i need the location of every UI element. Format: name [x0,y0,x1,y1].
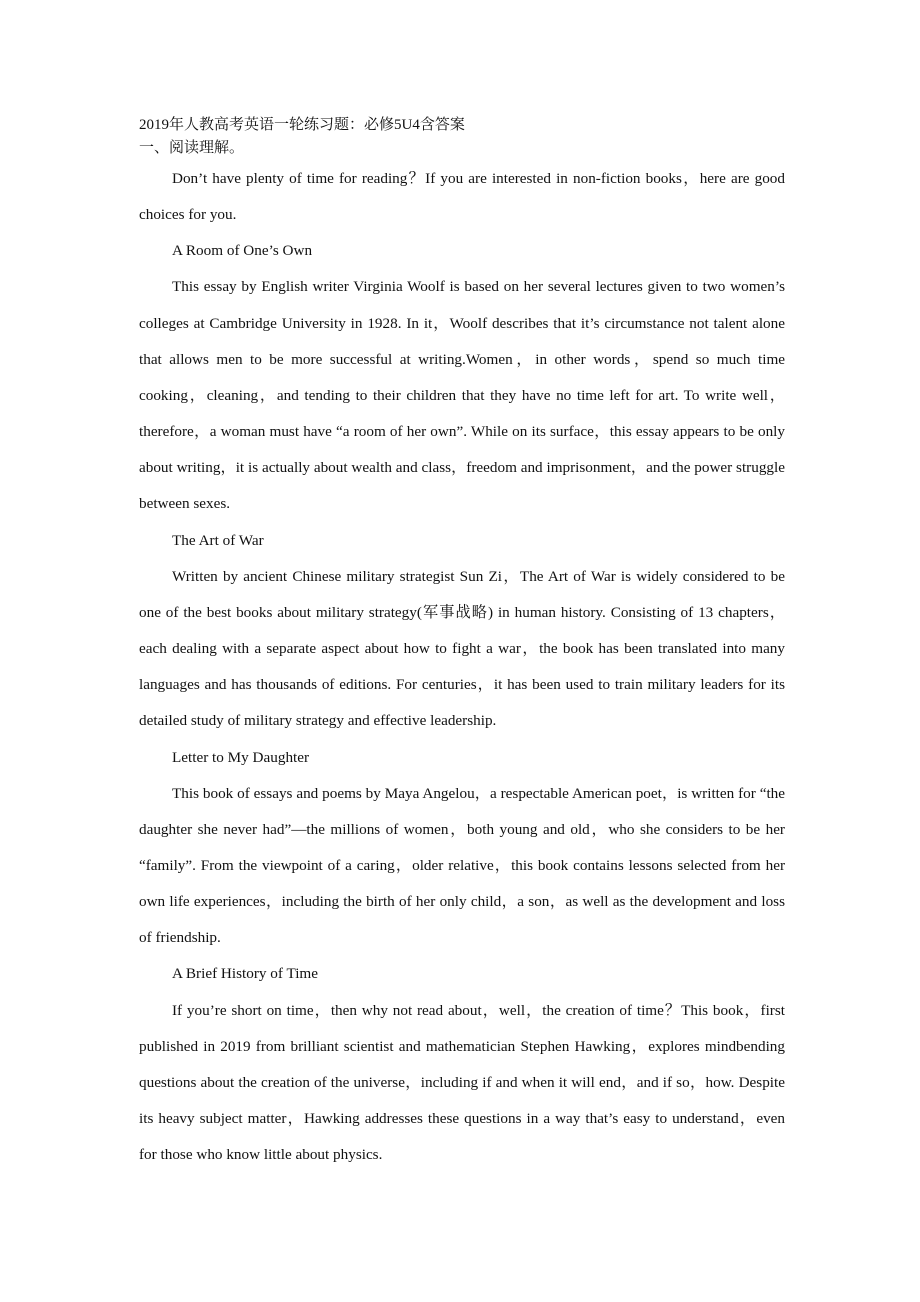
book-title-letter-to-my-daughter: Letter to My Daughter [172,748,310,766]
book-title-brief-history-of-time: A Brief History of Time [172,965,318,983]
book-description-letter-to-my-daughter: This book of essays and poems by Maya Angelou，a respectable American poet，is written for “the daughter she never had”—the millions of women，both young and old，who she considers to be her “family”. From the viewpoint of a caring，older relative，this book contains lessons selected from her own life experiences，including the birth of her only child，a son，as well as the development and loss of friendship. [139,784,785,947]
book-description-brief-history-of-time: If you’re short on time，then why not read about，well，the creation of time？This book，first published in 2019 from brilliant scientist and mathematician Stephen Hawking，explores mindbending questions about the creation of the universe，including if and when it will end，and if so，how. Despite its heavy subject matter，Hawking addresses these questions in a way that’s easy to understand，even for those who know little about physics. [139,1001,785,1164]
book-title-room-of-ones-own: A Room of One’s Own [172,242,313,260]
book-title-art-of-war: The Art of War [172,531,264,549]
intro-paragraph: Don’t have plenty of time for reading？If you are interested in non-fiction books，here are good choices for you. [139,170,785,224]
book-description-room-of-ones-own: This essay by English writer Virginia Woolf is based on her several lectures given to two women’s colleges at Cambridge University in 1928. In it，Woolf describes that it’s circumstance not talent alone that allows men to be more successful at writing.Women，in other words，spend so much time cooking，cleaning，and tending to their children that they have no time left for art. To write well，therefore，a woman must have “a room of her own”. While on its surface，this essay appears to be only about writing，it is actually about wealth and class，freedom and imprisonment，and the power struggle between sexes. [139,278,785,513]
section-heading: 一、阅读理解。 [139,140,245,156]
reading-passage [139,161,785,1173]
document-title: 2019年人教高考英语一轮练习题：必修5U4含答案 [139,117,465,133]
book-description-art-of-war: Written by ancient Chinese military strategist Sun Zi，The Art of War is widely considered to be one of the best books about military strategy(军事战略) in human history. Consisting of 13 chapters，each dealing with a separate aspect about how to fight a war，the book has been translated into many languages and has thousands of editions. For centuries，it has been used to train military leaders for its detailed study of military strategy and effective leadership. [139,567,785,730]
